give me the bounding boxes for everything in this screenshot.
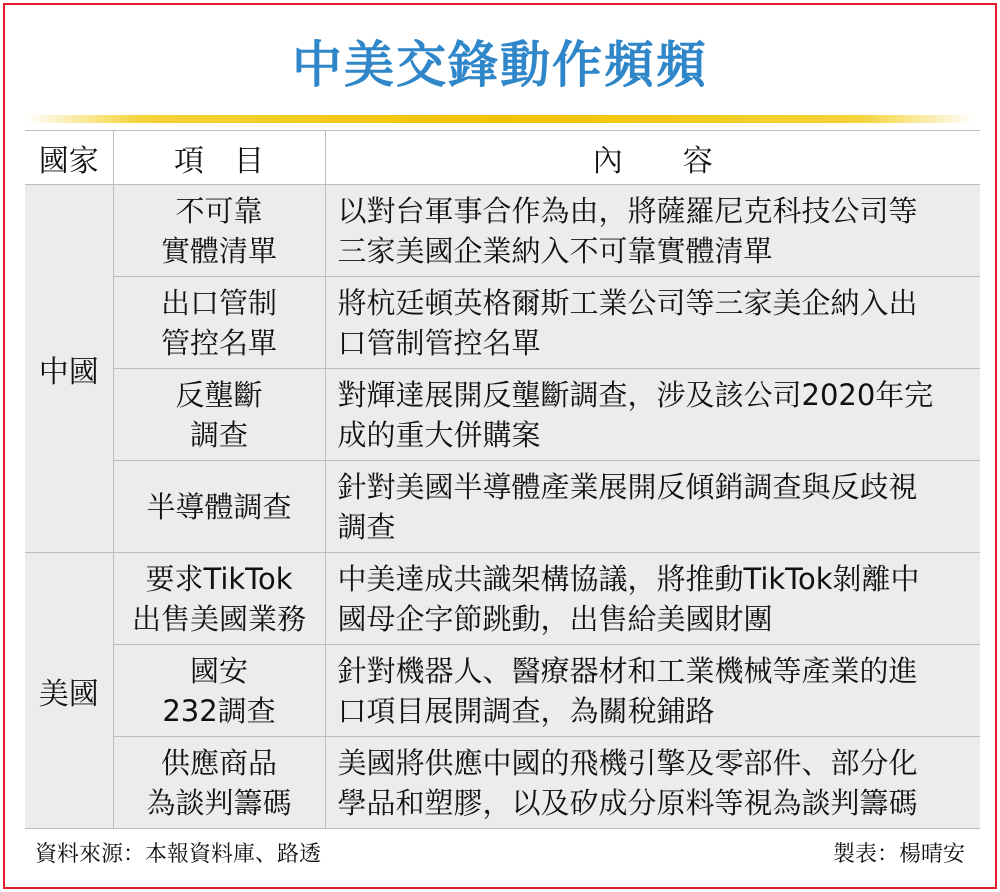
content-line: 針對機器人、醫療器材和工業機械等產業的進 (337, 653, 918, 688)
country-cell-china: 中國 (25, 185, 113, 553)
content-line: 調查 (337, 509, 396, 544)
table-row (25, 185, 980, 277)
content-cell (325, 277, 980, 369)
item-line: 半導體調查 (146, 489, 292, 524)
content-line: 三家美國企業納入不可靠實體清單 (337, 233, 773, 268)
content-line: 口管制管控名單 (337, 325, 541, 360)
item-line: 國安 (189, 653, 248, 688)
content-line: 國母企字節跳動，出售給美國財團 (337, 601, 773, 636)
content-line: 美國將供應中國的飛機引擎及零部件、部分化 (337, 745, 918, 780)
table-row (25, 461, 980, 553)
header-content: 內 容 (325, 131, 980, 185)
item-line: 232調查 (162, 693, 276, 728)
table-row (25, 737, 980, 829)
content-line: 學品和塑膠，以及矽成分原料等視為談判籌碼 (337, 785, 918, 820)
table-row (25, 553, 980, 645)
content-cell (325, 553, 980, 645)
table-row (25, 277, 980, 369)
header-country: 國家 (25, 131, 113, 185)
content-cell (325, 369, 980, 461)
item-cell (113, 277, 325, 369)
item-cell (113, 645, 325, 737)
content-line: 針對美國半導體產業展開反傾銷調查與反歧視 (337, 469, 918, 504)
item-cell (113, 185, 325, 277)
header-item: 項 目 (113, 131, 325, 185)
page-title: 中美交鋒動作頻頻 (292, 36, 708, 94)
content-line: 對輝達展開反壟斷調查，涉及該公司2020年完 (337, 377, 934, 412)
content-cell (325, 737, 980, 829)
source-note: 資料來源：本報資料庫、路透 (35, 842, 322, 867)
credit-note: 製表：楊晴安 (832, 842, 965, 867)
content-cell (325, 461, 980, 553)
item-line: 出口管制 (160, 285, 277, 320)
content-cell (325, 645, 980, 737)
item-line: 調查 (189, 417, 248, 452)
content-line: 口項目展開調查，為關稅鋪路 (337, 693, 715, 728)
graphic-frame (3, 3, 997, 889)
table-row (25, 369, 980, 461)
item-cell (113, 553, 325, 645)
content-line: 中美達成共識架構協議，將推動TikTok剝離中 (337, 561, 920, 596)
content-line: 成的重大併購案 (337, 417, 541, 452)
item-line: 為談判籌碼 (146, 785, 292, 820)
content-cell (325, 185, 980, 277)
content-line: 以對台軍事合作為由，將薩羅尼克科技公司等 (337, 193, 918, 228)
item-line: 實體清單 (160, 233, 277, 268)
comparison-table (25, 130, 980, 829)
item-cell (113, 461, 325, 553)
item-line: 出售美國業務 (131, 601, 306, 636)
item-line: 不可靠 (175, 193, 263, 228)
item-cell (113, 369, 325, 461)
title-underline (25, 115, 975, 123)
item-line: 要求TikTok (145, 561, 293, 596)
table-header-row (25, 131, 980, 185)
item-line: 供應商品 (160, 745, 277, 780)
item-line: 反壟斷 (175, 377, 263, 412)
country-cell-usa: 美國 (25, 553, 113, 829)
table-row (25, 645, 980, 737)
content-line: 將杭廷頓英格爾斯工業公司等三家美企納入出 (337, 285, 918, 320)
item-cell (113, 737, 325, 829)
item-line: 管控名單 (160, 325, 277, 360)
